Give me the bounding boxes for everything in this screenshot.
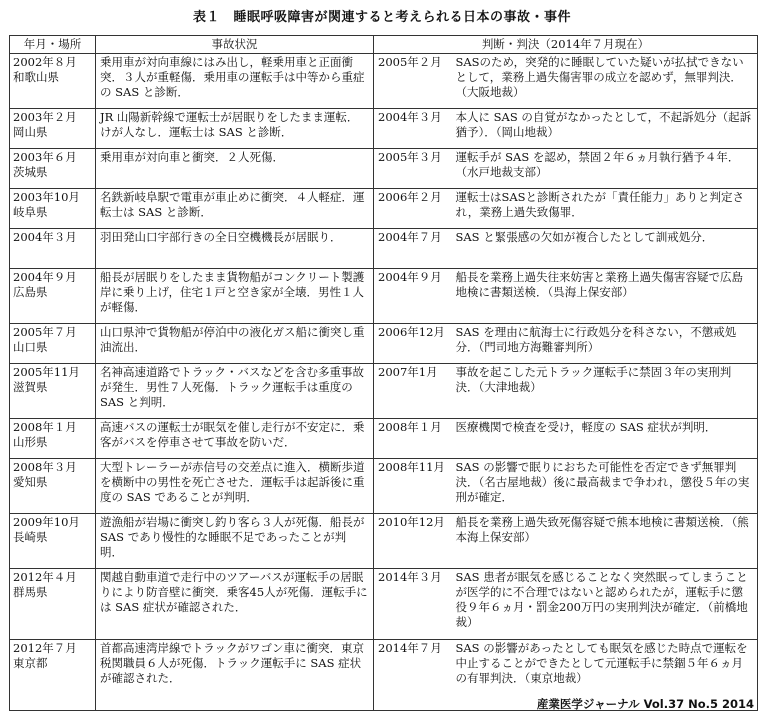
date-text: 2002年８月 xyxy=(13,55,77,69)
cell-judgment-date: 2006年２月 xyxy=(374,189,454,229)
header-date-place: 年月・場所 xyxy=(10,36,96,54)
cell-judgment: 船長を業務上過失致死傷容疑で熊本地検に書類送検．（熊本海上保安部） xyxy=(454,514,758,569)
cell-judgment: SAS 患者が眠気を感じることなく突然眠ってしまうことが医学的に不合理ではないと認められたが，運転手に懲役９年６ヵ月・罰金200万円の実刑判決が確定．（前橋地裁） xyxy=(454,569,758,640)
place-text: 和歌山県 xyxy=(13,70,59,84)
table-row xyxy=(10,514,758,569)
cell-judgment: 運転士はSASと診断されたが「責任能力」ありと判定され，業務上過失致傷罪． xyxy=(454,189,758,229)
cell-incident: 首都高速湾岸線でトラックがワゴン車に衝突．東京税関職員６人が死傷．トラック運転手に SAS 症状が確認された． xyxy=(96,640,374,711)
cell-judgment-date: 2004年９月 xyxy=(374,269,454,324)
cell-judgment-date: 2006年12月 xyxy=(374,324,454,364)
place-text: 東京都 xyxy=(13,656,48,670)
cell-incident: 高速バスの運転士が眠気を催し走行が不安定に．乗客がバスを停車させて事故を防いだ． xyxy=(96,419,374,459)
cell-judgment-date: 2007年1月 xyxy=(374,364,454,419)
date-text: 2009年10月 xyxy=(13,515,80,529)
cell-date-place xyxy=(10,149,96,189)
incident-table xyxy=(9,35,758,711)
place-text: 愛知県 xyxy=(13,475,48,489)
cell-date-place xyxy=(10,419,96,459)
date-text: 2003年２月 xyxy=(13,110,77,124)
place-text: 岐阜県 xyxy=(13,205,48,219)
date-text: 2003年６月 xyxy=(13,150,77,164)
header-judgment: 判断・判決（2014年７月現在） xyxy=(374,36,758,54)
place-text: 山形県 xyxy=(13,435,48,449)
cell-date-place xyxy=(10,514,96,569)
place-text: 山口県 xyxy=(13,340,48,354)
place-text: 長崎県 xyxy=(13,530,48,544)
cell-date-place xyxy=(10,54,96,109)
header-incident: 事故状況 xyxy=(96,36,374,54)
date-text: 2005年11月 xyxy=(13,365,80,379)
cell-judgment: 本人に SAS の自覚がなかったとして，不起訴処分（起訴猶予）．（岡山地裁） xyxy=(454,109,758,149)
cell-judgment-date: 2008年１月 xyxy=(374,419,454,459)
cell-date-place xyxy=(10,324,96,364)
date-text: 2012年７月 xyxy=(13,641,77,655)
journal-footer: 産業医学ジャーナル Vol.37 No.5 2014 xyxy=(536,697,754,711)
cell-incident: 大型トレーラーが赤信号の交差点に進入．横断歩道を横断中の男性を死亡させた．運転手は起訴後に重度の SAS であることが判明． xyxy=(96,459,374,514)
cell-judgment: 医療機関で検査を受け，軽度の SAS 症状が判明． xyxy=(454,419,758,459)
place-text: 滋賀県 xyxy=(13,380,48,394)
table-row xyxy=(10,54,758,109)
table-header-row xyxy=(10,36,758,54)
cell-date-place xyxy=(10,364,96,419)
date-text: 2004年９月 xyxy=(13,270,77,284)
table-row xyxy=(10,569,758,640)
cell-judgment-date: 2005年３月 xyxy=(374,149,454,189)
cell-date-place xyxy=(10,109,96,149)
date-text: 2003年10月 xyxy=(13,190,80,204)
place-text: 茨城県 xyxy=(13,165,48,179)
cell-date-place xyxy=(10,640,96,711)
cell-judgment: SAS の影響で眠りにおちた可能性を否定できず無罪判決．（名古屋地裁）後に最高裁まで争われ，懲役５年の実刑が確定． xyxy=(454,459,758,514)
cell-judgment: 運転手が SAS を認め，禁固２年６ヵ月執行猶予４年．（水戸地裁支部） xyxy=(454,149,758,189)
cell-incident: 関越自動車道で走行中のツアーバスが運転手の居眠りにより防音壁に衝突．乗客45人が死傷．運転手には SAS 症状が確認された． xyxy=(96,569,374,640)
place-text: 広島県 xyxy=(13,285,48,299)
cell-judgment-date: 2005年２月 xyxy=(374,54,454,109)
cell-incident: 乗用車が対向車線にはみ出し，軽乗用車と正面衝突．３人が重軽傷．乗用車の運転手は中等から重症の SAS と診断． xyxy=(96,54,374,109)
table-row xyxy=(10,459,758,514)
date-text: 2008年３月 xyxy=(13,460,77,474)
cell-incident: 船長が居眠りをしたまま貨物船がコンクリート製護岸に乗り上げ，住宅１戸と空き家が全壊．男性１人が軽傷． xyxy=(96,269,374,324)
date-text: 2004年３月 xyxy=(13,230,77,244)
cell-judgment-date: 2010年12月 xyxy=(374,514,454,569)
table-row xyxy=(10,109,758,149)
cell-incident: 遊漁船が岩場に衝突し釣り客ら３人が死傷．船長が SAS であり慢性的な睡眠不足であったことが判明． xyxy=(96,514,374,569)
cell-incident: 乗用車が対向車と衝突．２人死傷． xyxy=(96,149,374,189)
date-text: 2005年７月 xyxy=(13,325,77,339)
cell-judgment-date: 2008年11月 xyxy=(374,459,454,514)
cell-judgment: SAS を理由に航海士に行政処分を科さない，不懲戒処分．（門司地方海難審判所） xyxy=(454,324,758,364)
place-text: 岡山県 xyxy=(13,125,48,139)
table-row xyxy=(10,364,758,419)
cell-date-place xyxy=(10,229,96,269)
cell-incident: 羽田発山口宇部行きの全日空機機長が居眠り． xyxy=(96,229,374,269)
cell-date-place xyxy=(10,569,96,640)
cell-date-place xyxy=(10,189,96,229)
cell-judgment-date: 2014年３月 xyxy=(374,569,454,640)
cell-judgment: SASのため，突発的に睡眠していた疑いが払拭できないとして，業務上過失傷害罪の成立を認めず，無罪判決．（大阪地裁） xyxy=(454,54,758,109)
table-title: 表１ 睡眠呼吸障害が関連すると考えられる日本の事故・事件 xyxy=(192,10,571,25)
cell-date-place xyxy=(10,269,96,324)
table-row xyxy=(10,269,758,324)
table-row xyxy=(10,189,758,229)
cell-judgment: 船長を業務上過失往来妨害と業務上過失傷害容疑で広島地検に書類送検．（呉海上保安部） xyxy=(454,269,758,324)
date-text: 2008年１月 xyxy=(13,420,77,434)
cell-incident: 名神高速道路でトラック・バスなどを含む多重事故が発生．男性７人死傷．トラック運転手は重度の SAS と判明． xyxy=(96,364,374,419)
cell-judgment: SAS と緊張感の欠如が複合したとして訓戒処分． xyxy=(454,229,758,269)
cell-judgment-date: 2004年７月 xyxy=(374,229,454,269)
table-row xyxy=(10,229,758,269)
cell-judgment-date: 2004年３月 xyxy=(374,109,454,149)
table-row xyxy=(10,419,758,459)
cell-incident: 名鉄新岐阜駅で電車が車止めに衝突．４人軽症．運転士は SAS と診断． xyxy=(96,189,374,229)
cell-judgment: SAS の影響があったとしても眠気を感じた時点で運転を中止することができたとして元運転手に禁錮５年６ヵ月の有罪判決．（東京地裁） xyxy=(454,640,758,711)
cell-incident: 山口県沖で貨物船が停泊中の液化ガス船に衝突し重油流出． xyxy=(96,324,374,364)
date-text: 2012年４月 xyxy=(13,570,77,584)
cell-date-place xyxy=(10,459,96,514)
cell-judgment-date: 2014年７月 xyxy=(374,640,454,711)
table-row xyxy=(10,324,758,364)
cell-incident: JR 山陽新幹線で運転士が居眠りをしたまま運転．けが人なし．運転士は SAS と診断． xyxy=(96,109,374,149)
place-text: 群馬県 xyxy=(13,585,48,599)
cell-judgment: 事故を起こした元トラック運転手に禁固３年の実刑判決．（大津地裁） xyxy=(454,364,758,419)
table-row xyxy=(10,149,758,189)
